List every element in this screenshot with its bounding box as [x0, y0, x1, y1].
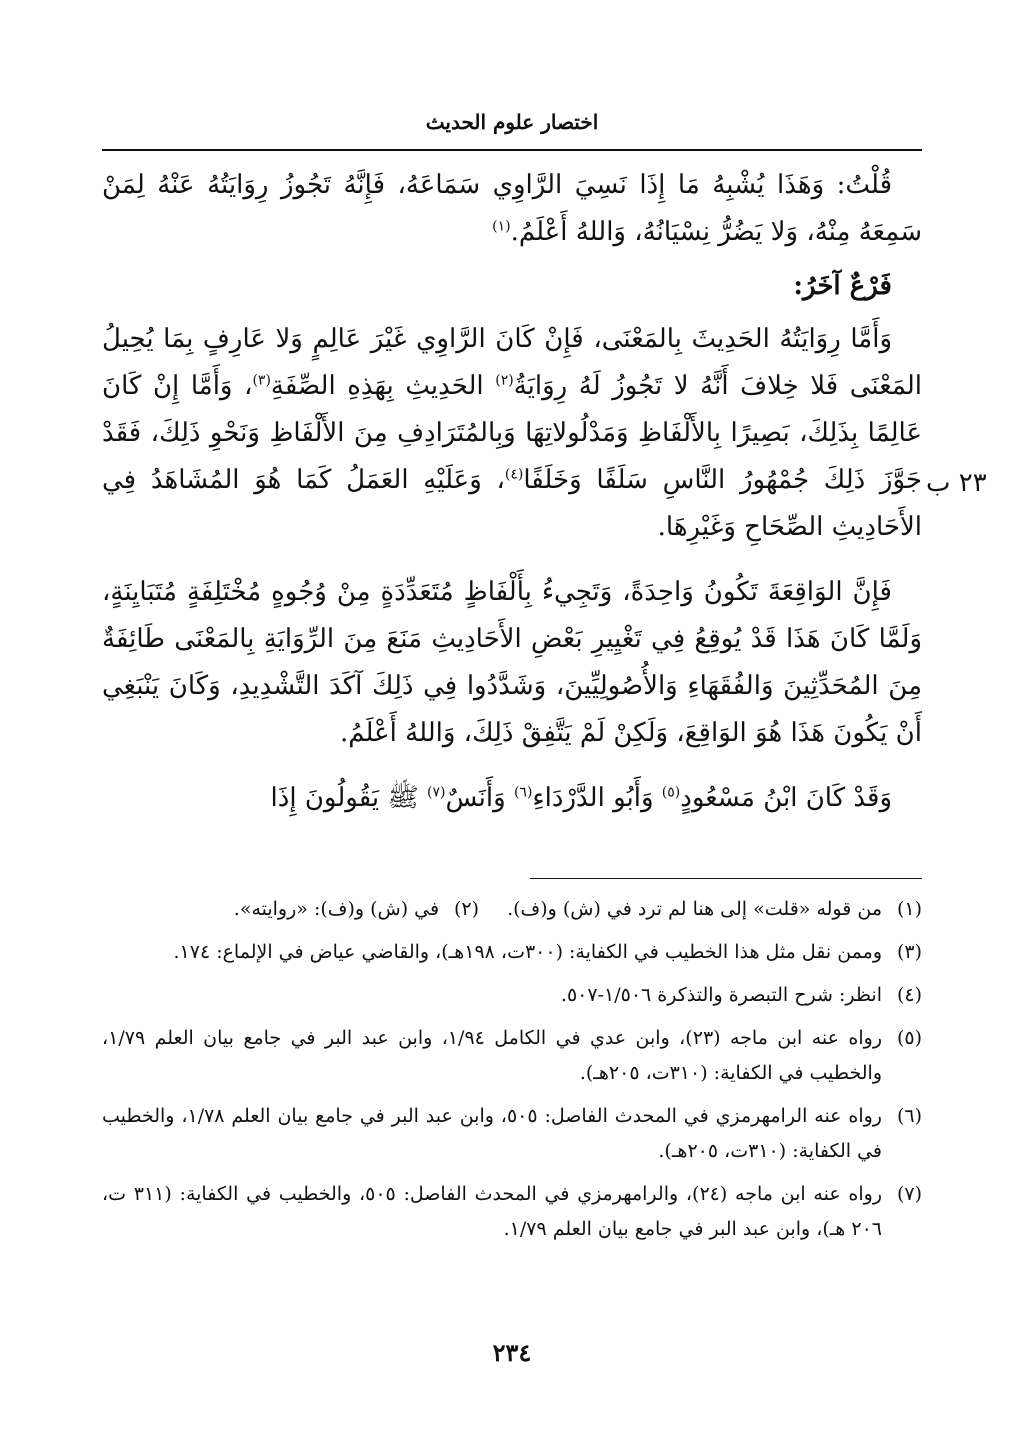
footnote-ref-3: (٣): [252, 372, 271, 389]
manuscript-folio-note: ٢٣ ب: [926, 468, 987, 498]
footnote-ref-7: (٧): [427, 784, 446, 801]
page-number: ٢٣٤: [492, 1338, 532, 1367]
footnote: (٦) رواه عنه الرامهرمزي في المحدث الفاصل: ٥٠٥، وابن عبد البر في جامع بيان العلم ١/٧٨، والخطيب في الكفاية: (٣١٠ت، ٢٠٥هـ).: [102, 1105, 922, 1162]
running-header: اختصار علوم الحديث: [425, 110, 599, 134]
section-heading: فَرْعٌ آخَرُ:: [793, 271, 892, 301]
footnote-ref-5: (٥): [661, 784, 681, 801]
footnote-row: [102, 892, 922, 935]
footnote-ref-1: (١): [492, 218, 511, 235]
paragraph-1: قُلْتُ: وَهَذَا يُشْبِهُ مَا إِذَا نَسِيَ الرَّاوِي سَمَاعَهُ، فَإِنَّهُ تَجُوزُ رِوَايَتُهُ عَنْهُ لِمَنْ سَمِعَهُ مِنْهُ، وَلا يَضُرُّ نِسْيَانُهُ، وَاللهُ أَعْلَمُ.$^{(١)}$: [102, 170, 922, 247]
footnote: (٧) رواه عنه ابن ماجه (٢٤)، والرامهرمزي في المحدث الفاصل: ٥٠٥، والخطيب في الكفاية: (٣١١ ت، ٢٠٦ هـ)، وابن عبد البر في جامع بيان العلم ١/٧٩.: [102, 1183, 922, 1240]
footnote: (١) من قوله «قلت» إلى هنا لم ترد في (ش) و(ف).: [507, 898, 922, 920]
footnote: (٢) في (ش) و(ف): «روايته».: [233, 898, 480, 920]
paragraph-3: فَإِنَّ الوَاقِعَةَ تَكُونُ وَاحِدَةً، وَتَجِيءُ بِأَلْفَاظٍ مُتَعَدِّدَةٍ مِنْ وُجُوهٍ مُخْتَلِفَةٍ مُتَبَايِنَةٍ، وَلَمَّا كَانَ هَذَا قَدْ يُوقِعُ فِي تَغْيِيرِ بَعْضِ الأَحَادِيثِ مَنَعَ مِنَ الرِّوَايَةِ بِالمَعْنَى طَائِفَةٌ مِنَ المُحَدِّثِينَ وَالفُقَهَاءِ وَالأُصُولِيِّينَ، وَشَدَّدُوا فِي ذَلِكَ آكَدَ التَّشْدِيدِ، وَكَانَ يَنْبَغِي أَنْ يَكُونَ هَذَا هُوَ الوَاقِعَ، وَلَكِنْ لَمْ يَتَّفِقْ ذَلِكَ، وَاللهُ أَعْلَمُ.: [102, 577, 923, 748]
footnotes: [102, 892, 922, 1255]
paragraph-2: وَأَمَّا رِوَايَتُهُ الحَدِيثَ بِالمَعْنَى، فَإِنْ كَانَ الرَّاوِي غَيْرَ عَالِمٍ وَلا عَارِفٍ بِمَا يُحِيلُ المَعْنَى فَلا خِلافَ أَنَّهُ لا تَجُوزُ لَهُ رِوَايَةُ$^{(٢)}$ الحَدِيثِ بِهَذِهِ الصِّفَةِ$^{(٣)}$، وَأَمَّا إِنْ كَانَ عَالِمًا بِذَلِكَ، بَصِيرًا بِالأَلْفَاظِ وَمَدْلُولاتِهَا وَبِالمُتَرَادِفِ مِنَ الأَلْفَاظِ وَنَحْوِ ذَلِكَ، فَقَدْ جَوَّزَ ذَلِكَ جُمْهُورُ النَّاسِ سَلَفًا وَخَلَفًا$^{(٤)}$، وَعَلَيْهِ العَمَلُ كَمَا هُوَ المُشَاهَدُ فِي الأَحَادِيثِ الصِّحَاحِ وَغَيْرِهَا.: [102, 324, 922, 542]
main-text: [102, 162, 922, 822]
footnote-rule: [530, 878, 922, 879]
footnote-ref-2: (٢): [495, 372, 514, 389]
header-rule: [102, 149, 922, 151]
footnote: (٤) انظر: شرح التبصرة والتذكرة ١/٥٠٦-٥٠٧.: [560, 984, 922, 1006]
footnote: (٥) رواه عنه ابن ماجه (٢٣)، وابن عدي في الكامل ١/٩٤، وابن عبد البر في جامع بيان العلم ١/٧٩، والخطيب في الكفاية: (٣١٠ت، ٢٠٥هـ).: [102, 1027, 922, 1084]
paragraph-4: وَقَدْ كَانَ ابْنُ مَسْعُودٍ$^{(٥)}$ وَأَبُو الدَّرْدَاءِ$^{(٦)}$ وَأَنَسٌ$^{(٧)}$ ﷺ يَقُولُونَ إِذَا: [270, 783, 892, 813]
footnote-ref-4: (٤): [504, 466, 524, 483]
footnote-ref-6: (٦): [513, 784, 533, 801]
footnote: (٣) وممن نقل مثل هذا الخطيب في الكفاية: (٣٠٠ت، ١٩٨هـ)، والقاضي عياض في الإلماع: ١٧٤.: [173, 941, 922, 963]
